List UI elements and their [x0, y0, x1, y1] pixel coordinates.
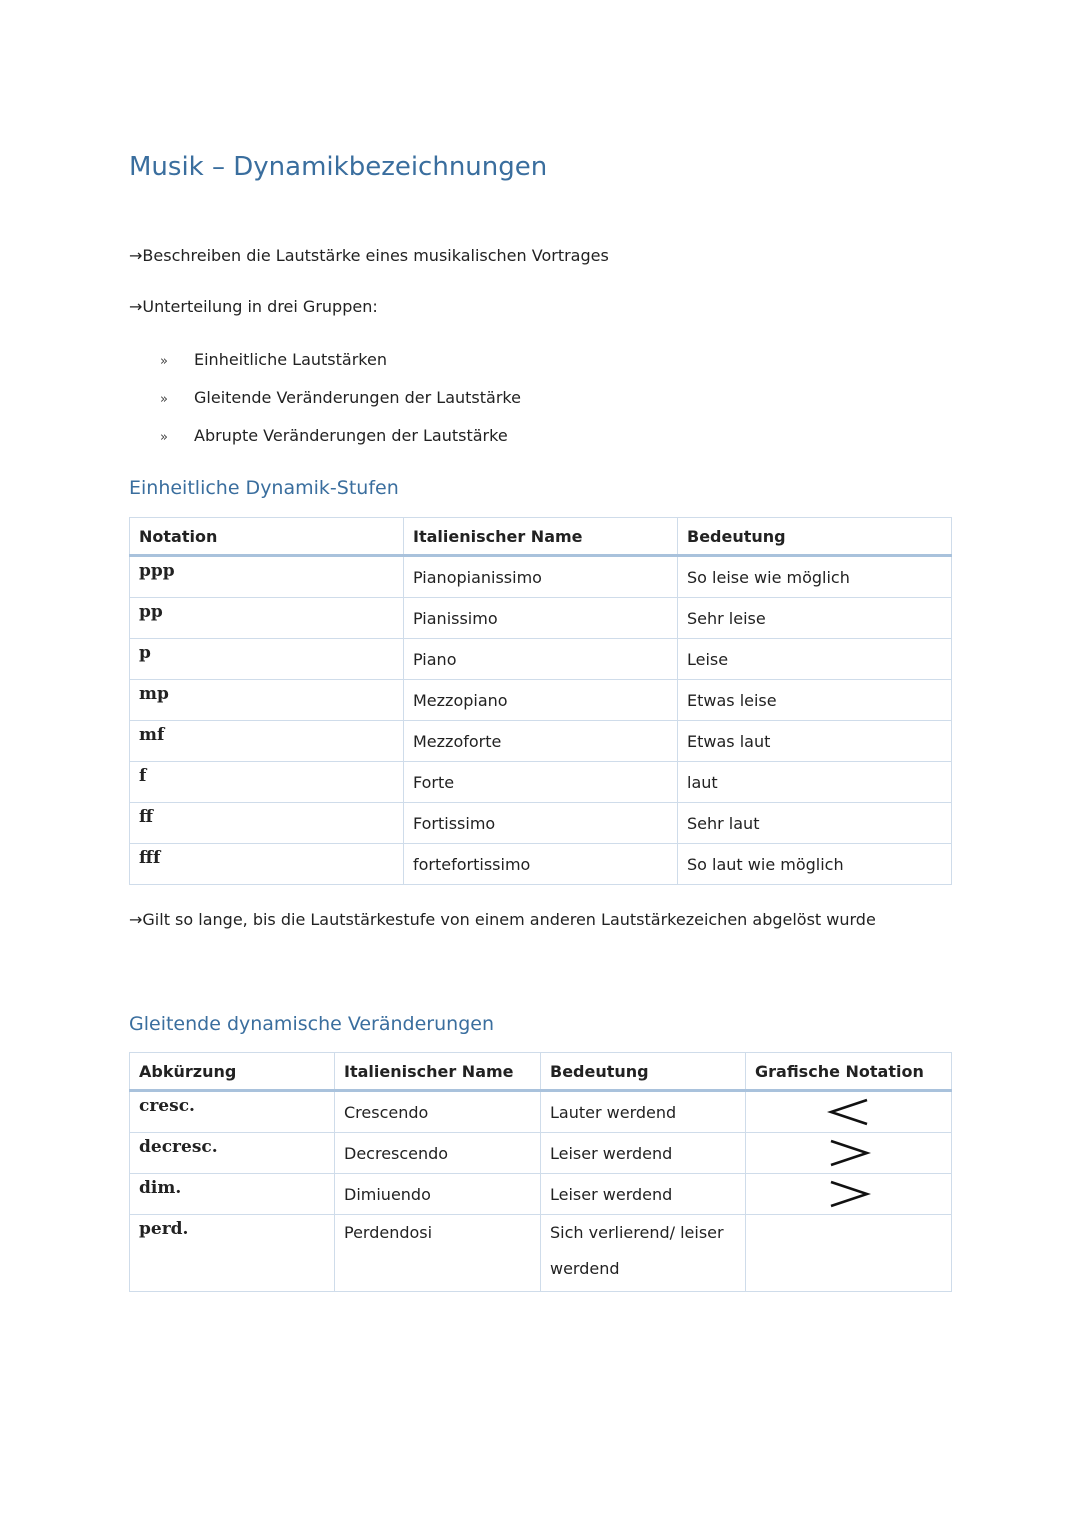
column-header: Italienischer Name: [404, 518, 678, 556]
notation-cell: f: [130, 762, 404, 803]
italian-name-cell: fortefortissimo: [404, 844, 678, 885]
meaning-cell: So laut wie möglich: [678, 844, 952, 885]
table-header-row: [130, 1053, 952, 1091]
meaning-cell: laut: [678, 762, 952, 803]
column-header: Italienischer Name: [335, 1053, 541, 1091]
list-item: [160, 385, 521, 423]
meaning-cell: So leise wie möglich: [678, 556, 952, 598]
notation-cell: ff: [130, 803, 404, 844]
table-row: [130, 639, 952, 680]
table-row: [130, 680, 952, 721]
abbreviation-cell: cresc.: [130, 1091, 335, 1133]
column-header: Bedeutung: [541, 1053, 746, 1091]
italian-name-cell: Forte: [404, 762, 678, 803]
abbreviation-cell: perd.: [130, 1215, 335, 1292]
group-list: [160, 347, 521, 461]
graphic-notation-cell: [746, 1091, 952, 1133]
meaning-cell: Leise: [678, 639, 952, 680]
section-heading-uniform: Einheitliche Dynamik-Stufen: [129, 477, 399, 499]
table-row: [130, 1091, 952, 1133]
italian-name-cell: Fortissimo: [404, 803, 678, 844]
table-row: [130, 803, 952, 844]
notation-cell: p: [130, 639, 404, 680]
meaning-cell: Leiser werdend: [541, 1133, 746, 1174]
italian-name-cell: Pianissimo: [404, 598, 678, 639]
graphic-notation-cell: [746, 1215, 952, 1292]
meaning-cell: Sehr laut: [678, 803, 952, 844]
italian-name-cell: Decrescendo: [335, 1133, 541, 1174]
table-row: [130, 1133, 952, 1174]
table-row: [130, 1215, 952, 1292]
meaning-cell: Sich verlierend/ leiser werdend: [541, 1215, 746, 1292]
decrescendo-hairpin-icon: [827, 1179, 871, 1209]
crescendo-hairpin-icon: [827, 1097, 871, 1127]
bullet-marker: »: [160, 392, 168, 407]
dynamics-levels-table: [129, 517, 952, 885]
section-heading-gradual: Gleitende dynamische Veränderungen: [129, 1013, 494, 1035]
column-header: Bedeutung: [678, 518, 952, 556]
italian-name-cell: Crescendo: [335, 1091, 541, 1133]
meaning-cell: Etwas laut: [678, 721, 952, 762]
abbreviation-cell: decresc.: [130, 1133, 335, 1174]
notation-cell: pp: [130, 598, 404, 639]
table-row: [130, 844, 952, 885]
meaning-cell: Sehr leise: [678, 598, 952, 639]
meaning-cell: Etwas leise: [678, 680, 952, 721]
meaning-cell: Leiser werdend: [541, 1174, 746, 1215]
table-header-row: [130, 518, 952, 556]
list-item-label: Einheitliche Lautstärken: [194, 350, 387, 369]
italian-name-cell: Piano: [404, 639, 678, 680]
list-item-label: Abrupte Veränderungen der Lautstärke: [194, 426, 508, 445]
table-row: [130, 721, 952, 762]
page-title: Musik – Dynamikbezeichnungen: [129, 152, 548, 182]
bullet-marker: »: [160, 430, 168, 445]
italian-name-cell: Perdendosi: [335, 1215, 541, 1292]
table-row: [130, 762, 952, 803]
italian-name-cell: Dimiuendo: [335, 1174, 541, 1215]
table-row: [130, 1174, 952, 1215]
bullet-marker: »: [160, 354, 168, 369]
meaning-cell: Lauter werdend: [541, 1091, 746, 1133]
column-header: Abkürzung: [130, 1053, 335, 1091]
validity-note: →Gilt so lange, bis die Lautstärkestufe von einem anderen Lautstärkezeichen abgelöst wurde: [129, 910, 876, 929]
notation-cell: fff: [130, 844, 404, 885]
list-item: [160, 423, 521, 461]
graphic-notation-cell: [746, 1133, 952, 1174]
column-header: Grafische Notation: [746, 1053, 952, 1091]
intro-line-1: →Beschreiben die Lautstärke eines musikalischen Vortrages: [129, 246, 609, 265]
table-row: [130, 556, 952, 598]
graphic-notation-cell: [746, 1174, 952, 1215]
italian-name-cell: Mezzopiano: [404, 680, 678, 721]
italian-name-cell: Mezzoforte: [404, 721, 678, 762]
column-header: Notation: [130, 518, 404, 556]
notation-cell: mf: [130, 721, 404, 762]
decrescendo-hairpin-icon: [827, 1138, 871, 1168]
table-row: [130, 598, 952, 639]
list-item: [160, 347, 521, 385]
list-item-label: Gleitende Veränderungen der Lautstärke: [194, 388, 521, 407]
intro-line-2: →Unterteilung in drei Gruppen:: [129, 297, 378, 316]
gradual-changes-table: [129, 1052, 952, 1292]
abbreviation-cell: dim.: [130, 1174, 335, 1215]
notation-cell: ppp: [130, 556, 404, 598]
italian-name-cell: Pianopianissimo: [404, 556, 678, 598]
notation-cell: mp: [130, 680, 404, 721]
